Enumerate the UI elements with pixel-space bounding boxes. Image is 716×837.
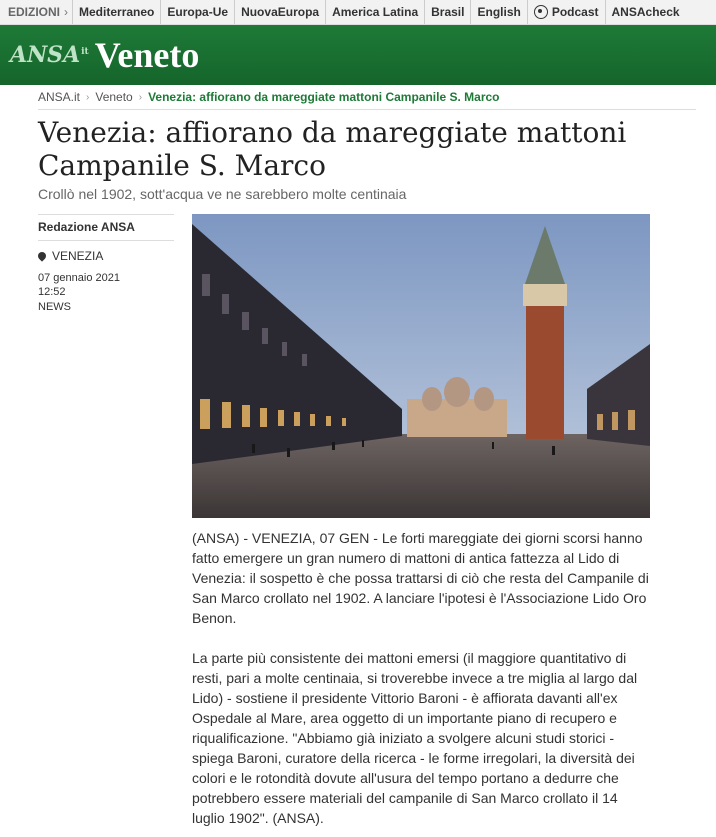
edition-mediterraneo[interactable]: Mediterraneo [72,0,160,24]
editions-label[interactable] [0,5,72,19]
edition-english[interactable]: English [470,0,526,24]
breadcrumb [38,85,696,110]
article-photo[interactable] [192,214,650,518]
logo-text: ANSA [10,42,81,68]
site-header [0,25,716,85]
article-author[interactable]: Redazione ANSA [38,214,174,241]
article-paragraph: (ANSA) - VENEZIA, 07 GEN - Le forti mareggiate dei giorni scorsi hanno fatto emergere un gran numero di mattoni di antica fattezza al Lido di Venezia: il sospetto è che possa trattarsi di ciò che resta del Campanile di San Marco crollato nel 1902. A lanciare l'ipotesi è l'Associazione Lido Oro Benon. [192,530,649,626]
article-title: Venezia: affiorano da mareggiate mattoni Campanile S. Marco [38,116,627,182]
breadcrumb-separator-icon: › [138,91,143,103]
logo-suffix: it [81,46,89,57]
chevron-right-icon: › [64,5,69,19]
article-time: 12:52 [38,286,66,298]
article-paragraph: La parte più consistente dei mattoni emersi (il maggiore quantitativo di resti, pari a molte centinaia, si troverebbe invece a tre miglia al largo dal Lido) - sostiene il presidente Vittorio Baroni - è affiorata davanti all'ex Ospedale al Mare, area oggetto di un importante piano di recupero e riqualificazione. "Abbiamo già iniziato a svolgere alcuni studi storici - spiega Baroni, curatore della ricerca - le forme irregolari, la diversità dei colori e le rotondità dovute all'usura del tempo portano a dedurre che potrebbero essere materiali del campanile di San Marco crollato il 14 luglio 1902". (ANSA). [192,650,638,826]
breadcrumb-separator-icon: › [86,91,90,103]
editions-text: EDIZIONI [8,5,61,19]
ansa-logo[interactable] [10,42,89,68]
article-body [38,214,716,828]
article-type: NEWS [38,301,71,313]
edition-europa-ue[interactable]: Europa-Ue [160,0,234,24]
location-pin-icon [36,250,47,261]
breadcrumb-current: Venezia: affiorano da mareggiate mattoni Campanile S. Marco [148,90,500,104]
edition-america-latina[interactable]: America Latina [325,0,424,24]
article-main [192,214,652,828]
podcast-label: Podcast [551,5,599,19]
article-date: 07 gennaio 2021 [38,272,120,284]
breadcrumb-section[interactable]: Veneto [95,90,133,104]
podcast-icon [534,5,548,19]
edition-brasil[interactable]: Brasil [424,0,470,24]
editions-bar [0,0,716,25]
edition-podcast[interactable] [527,0,605,24]
edition-nuovaeuropa[interactable]: NuovaEuropa [234,0,325,24]
breadcrumb-home[interactable]: ANSA.it [38,90,81,104]
article-subtitle: Crollò nel 1902, sott'acqua ve ne sarebbero molte centinaia [38,186,407,202]
article-place [38,241,174,271]
article-meta [38,214,174,828]
place-label: VENEZIA [52,249,104,263]
region-title[interactable]: Veneto [94,35,200,75]
edition-ansacheck[interactable]: ANSAcheck [605,0,686,24]
